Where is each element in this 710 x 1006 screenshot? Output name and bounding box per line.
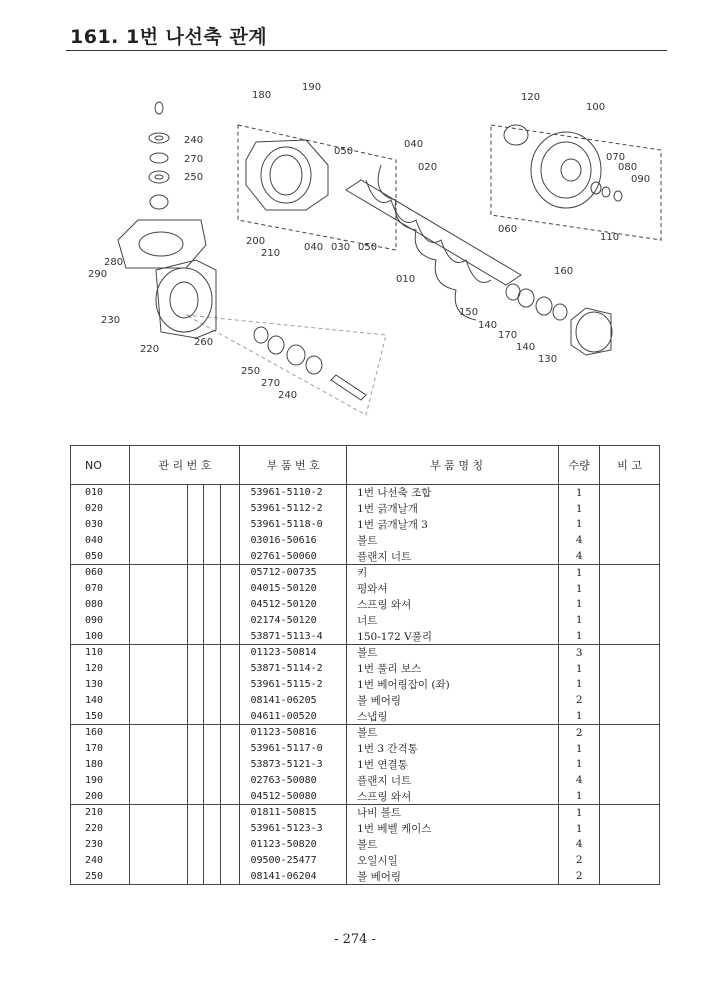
part-no-cell: 53961-5123-3 bbox=[240, 821, 347, 837]
mgmt-cell bbox=[130, 677, 188, 693]
mgmt-cell bbox=[204, 692, 220, 708]
part-name-cell: 스프링 와셔 bbox=[347, 788, 559, 804]
no-cell: 100 bbox=[71, 628, 130, 644]
qty-cell: 1 bbox=[559, 804, 600, 820]
mgmt-cell bbox=[220, 677, 240, 693]
svg-text:130: 130 bbox=[538, 354, 558, 365]
mgmt-cell bbox=[188, 661, 204, 677]
remark-cell bbox=[600, 564, 660, 580]
qty-cell: 1 bbox=[559, 821, 600, 837]
qty-cell: 1 bbox=[559, 581, 600, 597]
mgmt-cell bbox=[204, 724, 220, 740]
mgmt-cell bbox=[130, 852, 188, 868]
no-cell: 210 bbox=[71, 804, 130, 820]
part-no-cell: 02761-50060 bbox=[240, 548, 347, 564]
svg-text:270: 270 bbox=[184, 154, 204, 165]
no-cell: 060 bbox=[71, 564, 130, 580]
mgmt-cell bbox=[188, 741, 204, 757]
mgmt-cell bbox=[220, 868, 240, 884]
part-name-cell: 플랜지 너트 bbox=[347, 772, 559, 788]
mgmt-cell bbox=[188, 548, 204, 564]
mgmt-cell bbox=[204, 741, 220, 757]
svg-text:050: 050 bbox=[334, 146, 354, 157]
mgmt-cell bbox=[130, 564, 188, 580]
table-row bbox=[71, 628, 660, 644]
page-title: 161. 1번 나선축 관계 bbox=[70, 26, 268, 48]
mgmt-cell bbox=[188, 757, 204, 773]
mgmt-cell bbox=[188, 564, 204, 580]
table-row bbox=[71, 788, 660, 804]
svg-text:120: 120 bbox=[521, 92, 541, 103]
no-cell: 130 bbox=[71, 677, 130, 693]
svg-text:140: 140 bbox=[516, 342, 536, 353]
remark-cell bbox=[600, 517, 660, 533]
mgmt-cell bbox=[220, 837, 240, 853]
mgmt-cell bbox=[130, 501, 188, 517]
remark-cell bbox=[600, 837, 660, 853]
mgmt-cell bbox=[188, 837, 204, 853]
mgmt-cell bbox=[220, 692, 240, 708]
mgmt-cell bbox=[220, 644, 240, 660]
header-qty: 수량 bbox=[559, 446, 600, 485]
mgmt-cell bbox=[188, 677, 204, 693]
part-no-cell: 08141-06204 bbox=[240, 868, 347, 884]
mgmt-cell bbox=[220, 564, 240, 580]
svg-text:150: 150 bbox=[459, 307, 479, 318]
mgmt-cell bbox=[130, 868, 188, 884]
callout-labels bbox=[88, 82, 650, 401]
qty-cell: 4 bbox=[559, 772, 600, 788]
header-part-name: 부 품 명 칭 bbox=[347, 446, 559, 485]
table-row bbox=[71, 581, 660, 597]
svg-text:200: 200 bbox=[246, 236, 266, 247]
no-cell: 180 bbox=[71, 757, 130, 773]
qty-cell: 1 bbox=[559, 677, 600, 693]
mgmt-cell bbox=[220, 628, 240, 644]
part-name-cell: 볼트 bbox=[347, 837, 559, 853]
mgmt-cell bbox=[220, 741, 240, 757]
table-row bbox=[71, 741, 660, 757]
part-name-cell: 너트 bbox=[347, 612, 559, 628]
part-name-cell: 1번 나선축 조합 bbox=[347, 485, 559, 501]
mgmt-cell bbox=[204, 564, 220, 580]
remark-cell bbox=[600, 612, 660, 628]
mgmt-cell bbox=[220, 772, 240, 788]
table-row bbox=[71, 661, 660, 677]
no-cell: 250 bbox=[71, 868, 130, 884]
mgmt-cell bbox=[204, 597, 220, 613]
mgmt-cell bbox=[130, 644, 188, 660]
svg-text:250: 250 bbox=[184, 172, 204, 183]
qty-cell: 1 bbox=[559, 501, 600, 517]
mgmt-cell bbox=[130, 628, 188, 644]
mgmt-cell bbox=[220, 517, 240, 533]
no-cell: 150 bbox=[71, 708, 130, 724]
table-row bbox=[71, 757, 660, 773]
mgmt-cell bbox=[204, 532, 220, 548]
remark-cell bbox=[600, 628, 660, 644]
part-name-cell: 1번 풀리 보스 bbox=[347, 661, 559, 677]
mgmt-cell bbox=[204, 757, 220, 773]
mgmt-cell bbox=[188, 628, 204, 644]
part-no-cell: 03016-50616 bbox=[240, 532, 347, 548]
mgmt-cell bbox=[220, 757, 240, 773]
qty-cell: 1 bbox=[559, 597, 600, 613]
remark-cell bbox=[600, 677, 660, 693]
qty-cell: 2 bbox=[559, 868, 600, 884]
part-name-cell: 1번 연결통 bbox=[347, 757, 559, 773]
svg-text:030: 030 bbox=[331, 242, 351, 253]
mgmt-cell bbox=[204, 852, 220, 868]
remark-cell bbox=[600, 548, 660, 564]
no-cell: 230 bbox=[71, 837, 130, 853]
mgmt-cell bbox=[188, 692, 204, 708]
mgmt-cell bbox=[220, 788, 240, 804]
mgmt-cell bbox=[220, 501, 240, 517]
part-name-cell: 평와셔 bbox=[347, 581, 559, 597]
table-row bbox=[71, 821, 660, 837]
qty-cell: 4 bbox=[559, 532, 600, 548]
part-name-cell: 키 bbox=[347, 564, 559, 580]
remark-cell bbox=[600, 581, 660, 597]
no-cell: 050 bbox=[71, 548, 130, 564]
svg-text:080: 080 bbox=[618, 162, 638, 173]
mgmt-cell bbox=[130, 597, 188, 613]
remark-cell bbox=[600, 804, 660, 820]
mgmt-cell bbox=[188, 501, 204, 517]
remark-cell bbox=[600, 532, 660, 548]
remark-cell bbox=[600, 821, 660, 837]
qty-cell: 1 bbox=[559, 612, 600, 628]
mgmt-cell bbox=[130, 661, 188, 677]
part-name-cell: 오일시일 bbox=[347, 852, 559, 868]
part-name-cell: 나비 볼트 bbox=[347, 804, 559, 820]
mgmt-cell bbox=[204, 708, 220, 724]
mgmt-cell bbox=[220, 821, 240, 837]
table-row bbox=[71, 868, 660, 884]
part-no-cell: 04512-50080 bbox=[240, 788, 347, 804]
mgmt-cell bbox=[204, 868, 220, 884]
svg-text:010: 010 bbox=[396, 274, 416, 285]
qty-cell: 1 bbox=[559, 485, 600, 501]
table-row bbox=[71, 772, 660, 788]
mgmt-cell bbox=[220, 532, 240, 548]
svg-text:270: 270 bbox=[261, 378, 281, 389]
mgmt-cell bbox=[188, 581, 204, 597]
header-remark: 비 고 bbox=[600, 446, 660, 485]
svg-text:250: 250 bbox=[241, 366, 261, 377]
svg-text:040: 040 bbox=[304, 242, 324, 253]
table-row bbox=[71, 837, 660, 853]
no-cell: 170 bbox=[71, 741, 130, 757]
mgmt-cell bbox=[130, 772, 188, 788]
mgmt-cell bbox=[130, 485, 188, 501]
mgmt-cell bbox=[204, 501, 220, 517]
mgmt-cell bbox=[130, 581, 188, 597]
page-number: - 274 - bbox=[334, 932, 376, 947]
mgmt-cell bbox=[204, 485, 220, 501]
mgmt-cell bbox=[188, 724, 204, 740]
mgmt-cell bbox=[130, 821, 188, 837]
no-cell: 240 bbox=[71, 852, 130, 868]
qty-cell: 2 bbox=[559, 852, 600, 868]
qty-cell: 1 bbox=[559, 628, 600, 644]
part-name-cell: 플랜지 너트 bbox=[347, 548, 559, 564]
svg-text:240: 240 bbox=[184, 135, 204, 146]
part-no-cell: 53961-5118-0 bbox=[240, 517, 347, 533]
remark-cell bbox=[600, 661, 660, 677]
table-header-row bbox=[71, 446, 660, 485]
no-cell: 080 bbox=[71, 597, 130, 613]
part-name-cell: 스냅링 bbox=[347, 708, 559, 724]
qty-cell: 4 bbox=[559, 548, 600, 564]
mgmt-cell bbox=[130, 548, 188, 564]
table-row bbox=[71, 548, 660, 564]
mgmt-cell bbox=[204, 517, 220, 533]
no-cell: 140 bbox=[71, 692, 130, 708]
qty-cell: 3 bbox=[559, 644, 600, 660]
part-no-cell: 53873-5121-3 bbox=[240, 757, 347, 773]
part-name-cell: 볼트 bbox=[347, 644, 559, 660]
qty-cell: 1 bbox=[559, 708, 600, 724]
svg-text:100: 100 bbox=[586, 102, 606, 113]
part-no-cell: 01123-50820 bbox=[240, 837, 347, 853]
table-row bbox=[71, 597, 660, 613]
part-no-cell: 53961-5112-2 bbox=[240, 501, 347, 517]
part-no-cell: 53961-5115-2 bbox=[240, 677, 347, 693]
header-part-no: 부 품 번 호 bbox=[240, 446, 347, 485]
table-row bbox=[71, 804, 660, 820]
qty-cell: 1 bbox=[559, 788, 600, 804]
qty-cell: 4 bbox=[559, 837, 600, 853]
svg-text:110: 110 bbox=[600, 232, 620, 243]
mgmt-cell bbox=[130, 804, 188, 820]
part-no-cell: 04611-00520 bbox=[240, 708, 347, 724]
svg-text:280: 280 bbox=[104, 257, 124, 268]
mgmt-cell bbox=[204, 837, 220, 853]
svg-text:020: 020 bbox=[418, 162, 438, 173]
qty-cell: 1 bbox=[559, 661, 600, 677]
diagram-svg bbox=[66, 70, 666, 430]
part-name-cell: 150-172 V풀리 bbox=[347, 628, 559, 644]
mgmt-cell bbox=[130, 741, 188, 757]
remark-cell bbox=[600, 741, 660, 757]
table-row bbox=[71, 708, 660, 724]
remark-cell bbox=[600, 501, 660, 517]
remark-cell bbox=[600, 757, 660, 773]
svg-text:090: 090 bbox=[631, 174, 651, 185]
no-cell: 220 bbox=[71, 821, 130, 837]
svg-text:040: 040 bbox=[404, 139, 424, 150]
header-no: NO bbox=[71, 446, 130, 485]
part-no-cell: 53871-5114-2 bbox=[240, 661, 347, 677]
table-row bbox=[71, 485, 660, 501]
part-name-cell: 볼트 bbox=[347, 532, 559, 548]
no-cell: 190 bbox=[71, 772, 130, 788]
mgmt-cell bbox=[220, 485, 240, 501]
mgmt-cell bbox=[220, 612, 240, 628]
table-row bbox=[71, 501, 660, 517]
part-no-cell: 02174-50120 bbox=[240, 612, 347, 628]
part-name-cell: 1번 긁개날개 bbox=[347, 501, 559, 517]
qty-cell: 1 bbox=[559, 741, 600, 757]
mgmt-cell bbox=[130, 724, 188, 740]
qty-cell: 2 bbox=[559, 692, 600, 708]
part-name-cell: 1번 베벨 케이스 bbox=[347, 821, 559, 837]
mgmt-cell bbox=[188, 852, 204, 868]
svg-text:180: 180 bbox=[252, 90, 272, 101]
svg-text:060: 060 bbox=[498, 224, 518, 235]
no-cell: 020 bbox=[71, 501, 130, 517]
remark-cell bbox=[600, 485, 660, 501]
mgmt-cell bbox=[204, 628, 220, 644]
part-no-cell: 53871-5113-4 bbox=[240, 628, 347, 644]
mgmt-cell bbox=[220, 804, 240, 820]
part-name-cell: 볼트 bbox=[347, 724, 559, 740]
svg-text:140: 140 bbox=[478, 320, 498, 331]
part-no-cell: 53961-5110-2 bbox=[240, 485, 347, 501]
remark-cell bbox=[600, 724, 660, 740]
table-row bbox=[71, 564, 660, 580]
svg-text:240: 240 bbox=[278, 390, 298, 401]
remark-cell bbox=[600, 692, 660, 708]
remark-cell bbox=[600, 708, 660, 724]
svg-text:160: 160 bbox=[554, 266, 574, 277]
svg-text:260: 260 bbox=[194, 337, 214, 348]
part-no-cell: 04512-50120 bbox=[240, 597, 347, 613]
mgmt-cell bbox=[130, 692, 188, 708]
table-row bbox=[71, 612, 660, 628]
table-row bbox=[71, 852, 660, 868]
mgmt-cell bbox=[204, 644, 220, 660]
mgmt-cell bbox=[188, 644, 204, 660]
svg-text:170: 170 bbox=[498, 330, 518, 341]
exploded-parts-diagram bbox=[66, 70, 666, 430]
part-name-cell: 볼 베어링 bbox=[347, 868, 559, 884]
mgmt-cell bbox=[188, 772, 204, 788]
mgmt-cell bbox=[204, 612, 220, 628]
mgmt-cell bbox=[188, 788, 204, 804]
table-row bbox=[71, 677, 660, 693]
part-name-cell: 볼 베어링 bbox=[347, 692, 559, 708]
table-row bbox=[71, 724, 660, 740]
svg-text:050: 050 bbox=[358, 242, 378, 253]
part-no-cell: 01123-50816 bbox=[240, 724, 347, 740]
title-divider bbox=[66, 50, 667, 51]
mgmt-cell bbox=[130, 788, 188, 804]
mgmt-cell bbox=[204, 548, 220, 564]
table-row bbox=[71, 532, 660, 548]
part-name-cell: 1번 3 간격통 bbox=[347, 741, 559, 757]
mgmt-cell bbox=[188, 485, 204, 501]
no-cell: 120 bbox=[71, 661, 130, 677]
svg-text:220: 220 bbox=[140, 344, 160, 355]
mgmt-cell bbox=[130, 612, 188, 628]
table-row bbox=[71, 692, 660, 708]
mgmt-cell bbox=[204, 581, 220, 597]
mgmt-cell bbox=[220, 581, 240, 597]
remark-cell bbox=[600, 852, 660, 868]
mgmt-cell bbox=[188, 532, 204, 548]
svg-text:210: 210 bbox=[261, 248, 281, 259]
mgmt-cell bbox=[220, 661, 240, 677]
mgmt-cell bbox=[204, 821, 220, 837]
part-no-cell: 09500-25477 bbox=[240, 852, 347, 868]
part-name-cell: 1번 베어링잡이 (좌) bbox=[347, 677, 559, 693]
mgmt-cell bbox=[204, 788, 220, 804]
mgmt-cell bbox=[188, 708, 204, 724]
no-cell: 030 bbox=[71, 517, 130, 533]
mgmt-cell bbox=[204, 677, 220, 693]
remark-cell bbox=[600, 597, 660, 613]
part-no-cell: 04015-50120 bbox=[240, 581, 347, 597]
qty-cell: 1 bbox=[559, 757, 600, 773]
mgmt-cell bbox=[130, 708, 188, 724]
table-row bbox=[71, 644, 660, 660]
mgmt-cell bbox=[130, 517, 188, 533]
remark-cell bbox=[600, 788, 660, 804]
qty-cell: 1 bbox=[559, 517, 600, 533]
mgmt-cell bbox=[130, 757, 188, 773]
svg-text:230: 230 bbox=[101, 315, 121, 326]
qty-cell: 1 bbox=[559, 564, 600, 580]
part-name-cell: 1번 긁개날개 3 bbox=[347, 517, 559, 533]
mgmt-cell bbox=[188, 612, 204, 628]
remark-cell bbox=[600, 772, 660, 788]
mgmt-cell bbox=[188, 868, 204, 884]
table-row bbox=[71, 517, 660, 533]
no-cell: 010 bbox=[71, 485, 130, 501]
part-no-cell: 53961-5117-0 bbox=[240, 741, 347, 757]
mgmt-cell bbox=[220, 597, 240, 613]
mgmt-cell bbox=[204, 661, 220, 677]
qty-cell: 2 bbox=[559, 724, 600, 740]
no-cell: 110 bbox=[71, 644, 130, 660]
svg-text:290: 290 bbox=[88, 269, 108, 280]
no-cell: 160 bbox=[71, 724, 130, 740]
part-name-cell: 스프링 와셔 bbox=[347, 597, 559, 613]
remark-cell bbox=[600, 644, 660, 660]
svg-text:070: 070 bbox=[606, 152, 626, 163]
mgmt-cell bbox=[220, 708, 240, 724]
mgmt-cell bbox=[130, 837, 188, 853]
part-no-cell: 01123-50814 bbox=[240, 644, 347, 660]
svg-text:190: 190 bbox=[302, 82, 322, 93]
mgmt-cell bbox=[188, 821, 204, 837]
no-cell: 200 bbox=[71, 788, 130, 804]
mgmt-cell bbox=[188, 804, 204, 820]
parts-table bbox=[70, 445, 660, 885]
remark-cell bbox=[600, 868, 660, 884]
mgmt-cell bbox=[188, 517, 204, 533]
mgmt-cell bbox=[220, 852, 240, 868]
part-no-cell: 05712-00735 bbox=[240, 564, 347, 580]
mgmt-cell bbox=[204, 804, 220, 820]
no-cell: 070 bbox=[71, 581, 130, 597]
mgmt-cell bbox=[220, 724, 240, 740]
header-mgmt-no: 관 리 번 호 bbox=[130, 446, 240, 485]
no-cell: 090 bbox=[71, 612, 130, 628]
part-no-cell: 02763-50080 bbox=[240, 772, 347, 788]
mgmt-cell bbox=[204, 772, 220, 788]
mgmt-cell bbox=[130, 532, 188, 548]
part-no-cell: 01811-50815 bbox=[240, 804, 347, 820]
part-no-cell: 08141-06205 bbox=[240, 692, 347, 708]
no-cell: 040 bbox=[71, 532, 130, 548]
mgmt-cell bbox=[188, 597, 204, 613]
mgmt-cell bbox=[220, 548, 240, 564]
